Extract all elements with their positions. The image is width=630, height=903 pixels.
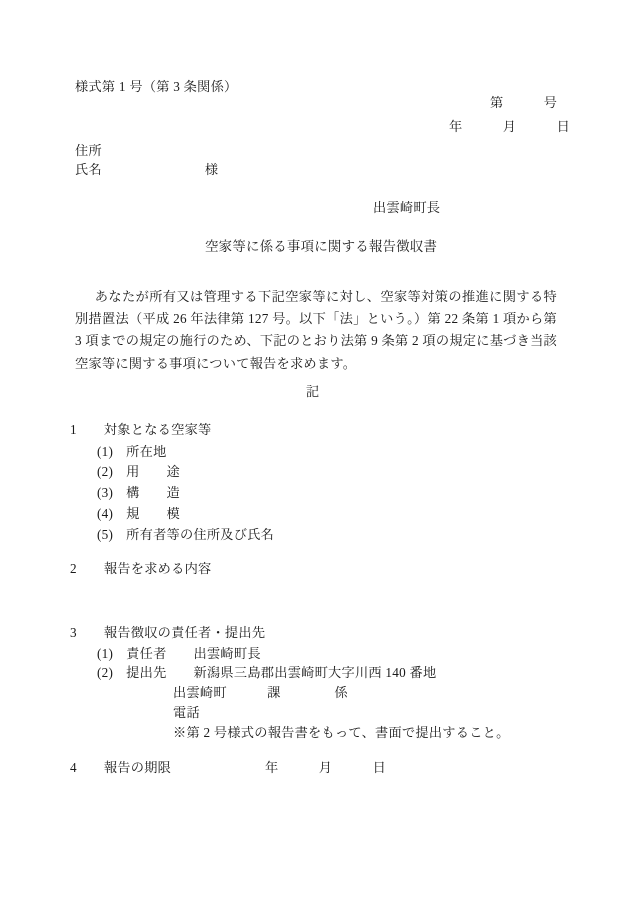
section-1-heading <box>70 423 211 436</box>
section-4-deadline-blank: 年 月 日 <box>265 760 387 775</box>
section-1-item-3 <box>97 486 180 499</box>
item-label: 所有者等の住所及び氏名 <box>126 527 275 542</box>
section-1-item-2 <box>97 465 180 478</box>
item-label: 提出先 <box>126 665 167 680</box>
section-1-title: 対象となる空家等 <box>103 422 212 437</box>
item-label: 責任者 <box>126 646 167 661</box>
section-3-office-line: 出雲崎町 課 係 <box>173 685 348 700</box>
item-label: 用 途 <box>126 464 180 479</box>
ki-marker: 記 <box>306 384 320 399</box>
section-1-item-4 <box>97 507 180 520</box>
recipient-address-label: 住所 <box>75 143 102 158</box>
section-4-title: 報告の期限 <box>103 760 172 775</box>
item-marker: (5) <box>97 527 114 542</box>
recipient-name-label: 氏名 <box>75 162 102 177</box>
document-number-blank: 第 号 <box>490 95 558 110</box>
item-marker: (1) <box>97 646 114 661</box>
item-marker: (3) <box>97 485 114 500</box>
section-1-item-5 <box>97 528 274 541</box>
section-3-title: 報告徴収の責任者・提出先 <box>103 625 266 640</box>
section-3-heading <box>70 626 265 639</box>
item-label: 規 模 <box>126 506 180 521</box>
section-3-item-2 <box>97 666 436 679</box>
item-value: 新潟県三島郡出雲崎町大字川西 140 番地 <box>193 665 437 680</box>
item-label: 所在地 <box>126 444 167 459</box>
item-label: 構 造 <box>126 485 180 500</box>
section-3-item-1 <box>97 647 261 660</box>
document-date-blank: 年 月 日 <box>449 119 571 134</box>
issuer-name: 出雲崎町長 <box>373 200 441 215</box>
item-marker: (2) <box>97 665 114 680</box>
recipient-honorific: 様 <box>204 162 219 177</box>
section-1-number: 1 <box>70 422 77 437</box>
section-3-number: 3 <box>70 625 77 640</box>
document-title: 空家等に係る事項に関する報告徴収書 <box>205 239 438 254</box>
section-3-note: ※第 2 号様式の報告書をもって、書面で提出すること。 <box>173 725 510 740</box>
recipient-name-line <box>75 163 218 176</box>
item-marker: (1) <box>97 444 114 459</box>
section-2-number: 2 <box>70 561 77 576</box>
section-4-number: 4 <box>70 760 77 775</box>
form-number: 様式第 1 号（第 3 条関係） <box>75 79 238 94</box>
section-4-heading <box>70 761 171 774</box>
item-marker: (4) <box>97 506 114 521</box>
section-2-title: 報告を求める内容 <box>103 561 212 576</box>
section-1-item-1 <box>97 445 167 458</box>
document-body-paragraph: あなたが所有又は管理する下記空家等に対し、空家等対策の推進に関する特別措置法（平成 26 年法律第 127 号。以下「法」という。）第 22 条第 1 項から第 3 項までの規定の施行のため、下記のとおり法第 9 条第 2 項の規定に基づき当該空家等に関する事項について報告を求めます。 <box>75 289 557 371</box>
item-marker: (2) <box>97 464 114 479</box>
section-3-phone-line: 電話 <box>173 705 200 720</box>
section-2-heading <box>70 562 211 575</box>
item-value: 出雲崎町長 <box>193 646 261 661</box>
